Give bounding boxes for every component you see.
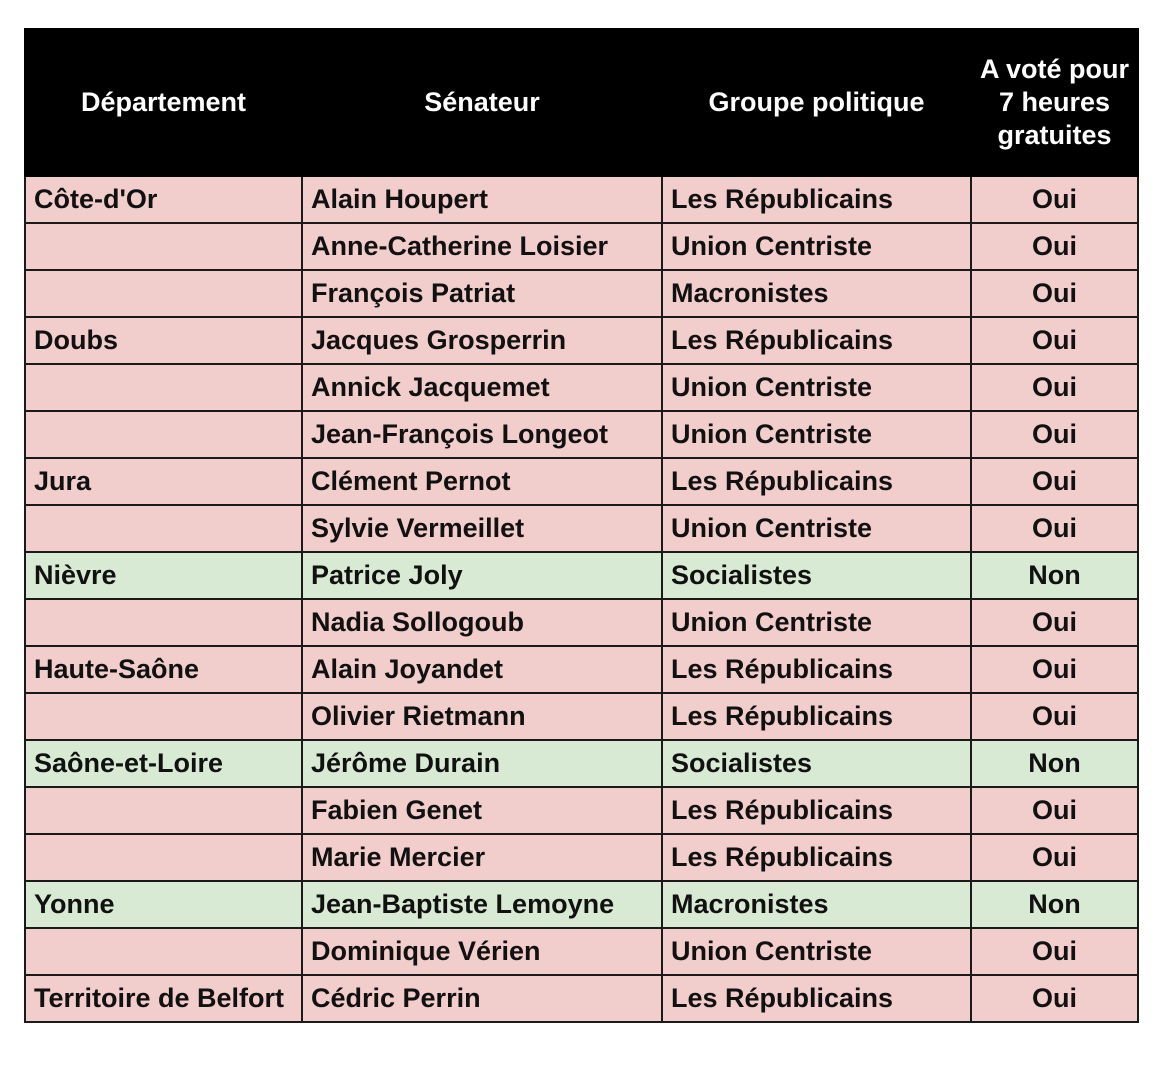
table-row	[25, 411, 1138, 458]
table-row	[25, 928, 1138, 975]
cell-departement	[25, 411, 302, 458]
senators-vote-table-container	[24, 28, 1137, 1023]
cell-vote: Oui	[971, 975, 1138, 1022]
cell-groupe-politique: Union Centriste	[662, 364, 971, 411]
cell-senateur: Olivier Rietmann	[302, 693, 662, 740]
table-row	[25, 834, 1138, 881]
cell-departement	[25, 223, 302, 270]
cell-senateur: Jérôme Durain	[302, 740, 662, 787]
cell-senateur: Patrice Joly	[302, 552, 662, 599]
cell-vote: Oui	[971, 787, 1138, 834]
header-senateur: Sénateur	[302, 29, 662, 176]
table-row	[25, 787, 1138, 834]
cell-departement	[25, 364, 302, 411]
cell-departement	[25, 787, 302, 834]
cell-departement	[25, 505, 302, 552]
cell-groupe-politique: Les Républicains	[662, 834, 971, 881]
table-row	[25, 693, 1138, 740]
header-row	[25, 29, 1138, 176]
cell-senateur: Marie Mercier	[302, 834, 662, 881]
cell-senateur: Nadia Sollogoub	[302, 599, 662, 646]
header-groupe-politique: Groupe politique	[662, 29, 971, 176]
cell-departement	[25, 270, 302, 317]
cell-groupe-politique: Union Centriste	[662, 505, 971, 552]
table-row	[25, 599, 1138, 646]
cell-vote: Oui	[971, 646, 1138, 693]
cell-groupe-politique: Les Républicains	[662, 317, 971, 364]
cell-vote: Oui	[971, 317, 1138, 364]
cell-senateur: Cédric Perrin	[302, 975, 662, 1022]
cell-vote: Oui	[971, 176, 1138, 223]
cell-senateur: Clément Pernot	[302, 458, 662, 505]
table-row	[25, 975, 1138, 1022]
cell-departement	[25, 928, 302, 975]
cell-groupe-politique: Les Républicains	[662, 787, 971, 834]
cell-groupe-politique: Les Républicains	[662, 458, 971, 505]
table-row	[25, 552, 1138, 599]
cell-senateur: Anne-Catherine Loisier	[302, 223, 662, 270]
header-departement: Département	[25, 29, 302, 176]
cell-vote: Oui	[971, 411, 1138, 458]
cell-vote: Non	[971, 552, 1138, 599]
table-row	[25, 223, 1138, 270]
table-row	[25, 176, 1138, 223]
cell-groupe-politique: Union Centriste	[662, 223, 971, 270]
cell-departement: Territoire de Belfort	[25, 975, 302, 1022]
table-header	[25, 29, 1138, 176]
cell-senateur: Jacques Grosperrin	[302, 317, 662, 364]
table-body	[25, 176, 1138, 1022]
cell-vote: Oui	[971, 458, 1138, 505]
cell-senateur: Alain Joyandet	[302, 646, 662, 693]
table-row	[25, 505, 1138, 552]
cell-groupe-politique: Macronistes	[662, 270, 971, 317]
cell-groupe-politique: Les Républicains	[662, 176, 971, 223]
cell-senateur: Jean-Baptiste Lemoyne	[302, 881, 662, 928]
table-row	[25, 317, 1138, 364]
cell-senateur: Annick Jacquemet	[302, 364, 662, 411]
cell-departement: Saône-et-Loire	[25, 740, 302, 787]
senators-vote-table	[24, 28, 1139, 1023]
table-row	[25, 740, 1138, 787]
cell-vote: Non	[971, 740, 1138, 787]
cell-vote: Oui	[971, 223, 1138, 270]
cell-groupe-politique: Union Centriste	[662, 599, 971, 646]
cell-groupe-politique: Union Centriste	[662, 411, 971, 458]
cell-vote: Oui	[971, 834, 1138, 881]
cell-groupe-politique: Union Centriste	[662, 928, 971, 975]
cell-departement: Nièvre	[25, 552, 302, 599]
cell-groupe-politique: Socialistes	[662, 552, 971, 599]
table-row	[25, 458, 1138, 505]
cell-vote: Oui	[971, 928, 1138, 975]
cell-groupe-politique: Les Républicains	[662, 693, 971, 740]
cell-senateur: Jean-François Longeot	[302, 411, 662, 458]
cell-departement: Côte-d'Or	[25, 176, 302, 223]
cell-groupe-politique: Les Républicains	[662, 975, 971, 1022]
cell-departement: Doubs	[25, 317, 302, 364]
cell-senateur: Sylvie Vermeillet	[302, 505, 662, 552]
cell-departement: Yonne	[25, 881, 302, 928]
table-row	[25, 364, 1138, 411]
cell-departement	[25, 834, 302, 881]
header-vote: A voté pour 7 heures gratuites	[971, 29, 1138, 176]
cell-vote: Non	[971, 881, 1138, 928]
cell-groupe-politique: Macronistes	[662, 881, 971, 928]
cell-groupe-politique: Les Républicains	[662, 646, 971, 693]
table-row	[25, 881, 1138, 928]
cell-departement	[25, 599, 302, 646]
table-row	[25, 646, 1138, 693]
cell-departement: Jura	[25, 458, 302, 505]
table-row	[25, 270, 1138, 317]
cell-departement: Haute-Saône	[25, 646, 302, 693]
cell-departement	[25, 693, 302, 740]
cell-senateur: Dominique Vérien	[302, 928, 662, 975]
cell-vote: Oui	[971, 505, 1138, 552]
cell-vote: Oui	[971, 270, 1138, 317]
cell-senateur: François Patriat	[302, 270, 662, 317]
cell-vote: Oui	[971, 364, 1138, 411]
cell-vote: Oui	[971, 693, 1138, 740]
cell-vote: Oui	[971, 599, 1138, 646]
cell-senateur: Fabien Genet	[302, 787, 662, 834]
cell-groupe-politique: Socialistes	[662, 740, 971, 787]
cell-senateur: Alain Houpert	[302, 176, 662, 223]
